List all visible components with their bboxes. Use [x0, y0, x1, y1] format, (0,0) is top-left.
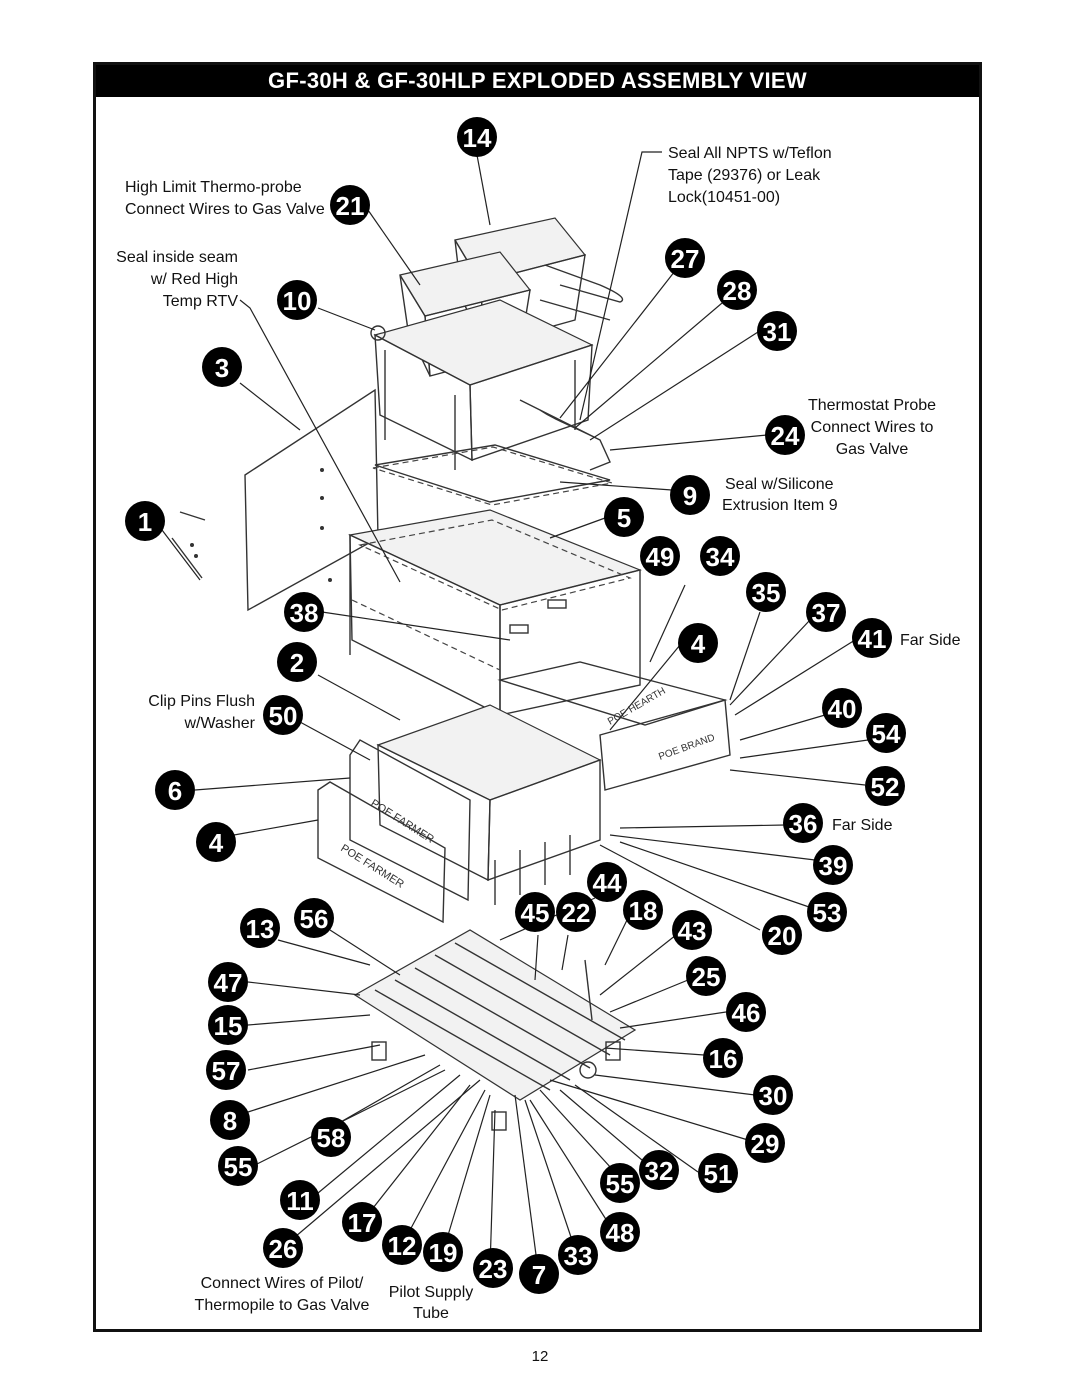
callout-number: 4 — [690, 629, 706, 659]
callout-number: 7 — [531, 1260, 547, 1290]
callout-5 — [604, 497, 644, 537]
callout-54 — [866, 713, 906, 753]
callout-number: 35 — [751, 578, 781, 608]
callout-24 — [765, 415, 805, 455]
note-high-limit — [125, 179, 325, 218]
callout-number: 10 — [282, 286, 312, 316]
callout-50 — [263, 695, 303, 735]
callout-56 — [294, 898, 334, 938]
callout-15 — [208, 1005, 248, 1045]
note-seal-npts-line1: Seal All NPTS w/Teflon — [668, 145, 832, 162]
note-seal-npts — [668, 145, 832, 206]
note-seal-seam — [116, 249, 238, 310]
callout-57 — [206, 1050, 246, 1090]
callout-31 — [757, 311, 797, 351]
callout-37 — [806, 592, 846, 632]
fry-pot — [371, 300, 610, 470]
callout-number: 3 — [214, 353, 230, 383]
note-clip-pins — [148, 693, 255, 732]
callout-33 — [558, 1235, 598, 1275]
note-seal-npts-line2: Tape (29376) or Leak — [668, 167, 821, 184]
callout-number: 11 — [286, 1186, 314, 1216]
callout-number: 37 — [811, 598, 841, 628]
callout-55 — [218, 1146, 258, 1186]
callout-number: 54 — [871, 719, 901, 749]
callout-28 — [717, 270, 757, 310]
callout-14 — [457, 117, 497, 157]
callout-11 — [280, 1180, 320, 1220]
callout-23 — [473, 1248, 513, 1288]
callout-number: 38 — [289, 598, 319, 628]
callout-number: 46 — [731, 998, 761, 1028]
callout-45 — [515, 892, 555, 932]
callout-number: 16 — [708, 1044, 738, 1074]
callout-12 — [382, 1225, 422, 1265]
callout-number: 27 — [670, 244, 700, 274]
note-clip-pins-line2: w/Washer — [184, 715, 255, 732]
callout-number: 29 — [750, 1129, 780, 1159]
callout-number: 24 — [770, 421, 800, 451]
note-pilot-wires — [195, 1275, 370, 1314]
callout-48 — [600, 1212, 640, 1252]
callout-number: 19 — [428, 1238, 458, 1268]
note-seal-silicone — [722, 476, 838, 514]
callout-32 — [639, 1150, 679, 1190]
callout-43 — [672, 910, 712, 950]
callout-19 — [423, 1232, 463, 1272]
callout-4 — [678, 623, 718, 663]
callout-number: 32 — [644, 1156, 674, 1186]
callout-number: 17 — [347, 1208, 377, 1238]
note-seal-seam-line1: Seal inside seam — [116, 249, 238, 266]
page-number: 12 — [531, 1348, 549, 1365]
callout-9 — [670, 475, 710, 515]
callout-44 — [587, 862, 627, 902]
burner-assembly — [355, 930, 635, 1130]
callout-number: 36 — [788, 809, 818, 839]
callout-41 — [852, 618, 892, 658]
callout-number: 21 — [335, 191, 365, 221]
callout-30 — [753, 1075, 793, 1115]
callout-29 — [745, 1123, 785, 1163]
callout-2 — [277, 642, 317, 682]
note-high-limit-line1: High Limit Thermo-probe — [125, 179, 302, 196]
callout-number: 40 — [827, 694, 857, 724]
callout-number: 25 — [691, 962, 721, 992]
callout-number: 51 — [703, 1159, 733, 1189]
callout-number: 15 — [213, 1011, 243, 1041]
callout-22 — [556, 892, 596, 932]
lower-cabinet — [378, 705, 600, 905]
note-thermostat-line1: Thermostat Probe — [807, 397, 937, 414]
callout-number: 52 — [870, 772, 900, 802]
page-title: GF-30H & GF-30HLP EXPLODED ASSEMBLY VIEW — [96, 65, 979, 97]
callout-7 — [519, 1254, 559, 1294]
cabinet-body — [350, 510, 640, 715]
callout-number: 57 — [211, 1056, 241, 1086]
callout-number: 30 — [758, 1081, 788, 1111]
note-pilot-tube — [389, 1284, 474, 1322]
note-pilot-tube-line2: Tube — [413, 1305, 449, 1322]
callout-number: 44 — [592, 868, 622, 898]
screws — [172, 512, 205, 578]
callout-number: 45 — [520, 898, 550, 928]
callout-25 — [686, 956, 726, 996]
callout-number: 56 — [299, 904, 329, 934]
top-frame — [373, 445, 612, 505]
callout-number: 18 — [628, 896, 658, 926]
callout-4 — [196, 822, 236, 862]
callout-number: 14 — [462, 123, 492, 153]
note-seal-npts-line3: Lock(10451-00) — [668, 189, 781, 206]
callout-number: 1 — [137, 507, 153, 537]
callout-53 — [807, 892, 847, 932]
callout-number: 23 — [478, 1254, 508, 1284]
side-panel — [245, 390, 378, 610]
note-thermostat-line2: Connect Wires to — [810, 419, 934, 436]
note-pilot-wires-line1: Connect Wires of Pilot/ — [200, 1275, 364, 1292]
callout-number: 12 — [387, 1231, 417, 1261]
callout-51 — [698, 1153, 738, 1193]
callout-21 — [330, 185, 370, 225]
callout-38 — [284, 592, 324, 632]
callout-number: 55 — [605, 1169, 635, 1199]
callout-number: 41 — [857, 624, 887, 654]
callout-20 — [762, 915, 802, 955]
callout-34 — [700, 536, 740, 576]
note-pilot-wires-line2: Thermopile to Gas Valve — [194, 1297, 370, 1314]
callout-number: 50 — [268, 701, 298, 731]
callout-18 — [623, 890, 663, 930]
callout-26 — [263, 1228, 303, 1268]
callout-17 — [342, 1202, 382, 1242]
svg-text:POE FARMER: POE FARMER — [368, 797, 436, 846]
callout-1 — [125, 501, 165, 541]
callout-number: 8 — [222, 1106, 238, 1136]
note-seal-seam-line3: Temp RTV — [162, 293, 238, 310]
callout-number: 31 — [762, 317, 792, 347]
callout-number: 22 — [561, 898, 591, 928]
note-clip-pins-line1: Clip Pins Flush — [148, 693, 255, 710]
callout-number: 48 — [605, 1218, 635, 1248]
callout-number: 33 — [563, 1241, 593, 1271]
callout-number: 55 — [223, 1152, 253, 1182]
callout-13 — [240, 908, 280, 948]
callout-number: 9 — [682, 481, 698, 511]
callout-58 — [311, 1117, 351, 1157]
callout-52 — [865, 766, 905, 806]
callout-27 — [665, 238, 705, 278]
callout-number: 49 — [645, 542, 675, 572]
note-far-side-36: Far Side — [832, 817, 893, 834]
callout-36 — [783, 803, 823, 843]
svg-text:POE FARMER: POE FARMER — [338, 842, 406, 891]
callout-number: 34 — [705, 542, 735, 572]
note-pilot-tube-line1: Pilot Supply — [388, 1284, 474, 1301]
callout-47 — [208, 962, 248, 1002]
callout-16 — [703, 1038, 743, 1078]
callout-number: 13 — [245, 914, 275, 944]
callout-number: 5 — [616, 503, 632, 533]
note-far-side-41: Far Side — [900, 632, 961, 649]
callout-49 — [640, 536, 680, 576]
callout-number: 20 — [767, 921, 797, 951]
callout-number: 47 — [213, 968, 243, 998]
callout-number: 26 — [268, 1234, 298, 1264]
note-high-limit-line2: Connect Wires to Gas Valve — [125, 201, 325, 218]
callout-3 — [202, 347, 242, 387]
callout-35 — [746, 572, 786, 612]
callout-55 — [600, 1163, 640, 1203]
callout-number: 39 — [818, 851, 848, 881]
svg-text:POE BRAND: POE BRAND — [657, 732, 717, 763]
callout-number: 2 — [289, 648, 305, 678]
callout-10 — [277, 280, 317, 320]
note-seal-silicone-line1: Seal w/Silicone — [725, 476, 834, 493]
note-seal-seam-line2: w/ Red High — [150, 271, 238, 288]
callout-number: 43 — [677, 916, 707, 946]
callout-8 — [210, 1100, 250, 1140]
note-seal-silicone-line2: Extrusion Item 9 — [722, 497, 838, 514]
callout-number: 53 — [812, 898, 842, 928]
callout-6 — [155, 770, 195, 810]
svg-text:POE HEARTH: POE HEARTH — [606, 685, 668, 728]
note-thermostat — [808, 397, 936, 458]
callout-number: 4 — [208, 828, 224, 858]
callout-46 — [726, 992, 766, 1032]
callout-number: 58 — [316, 1123, 346, 1153]
callout-number: 6 — [167, 776, 183, 806]
callout-number: 28 — [722, 276, 752, 306]
callout-40 — [822, 688, 862, 728]
note-thermostat-line3: Gas Valve — [835, 441, 909, 458]
callout-39 — [813, 845, 853, 885]
